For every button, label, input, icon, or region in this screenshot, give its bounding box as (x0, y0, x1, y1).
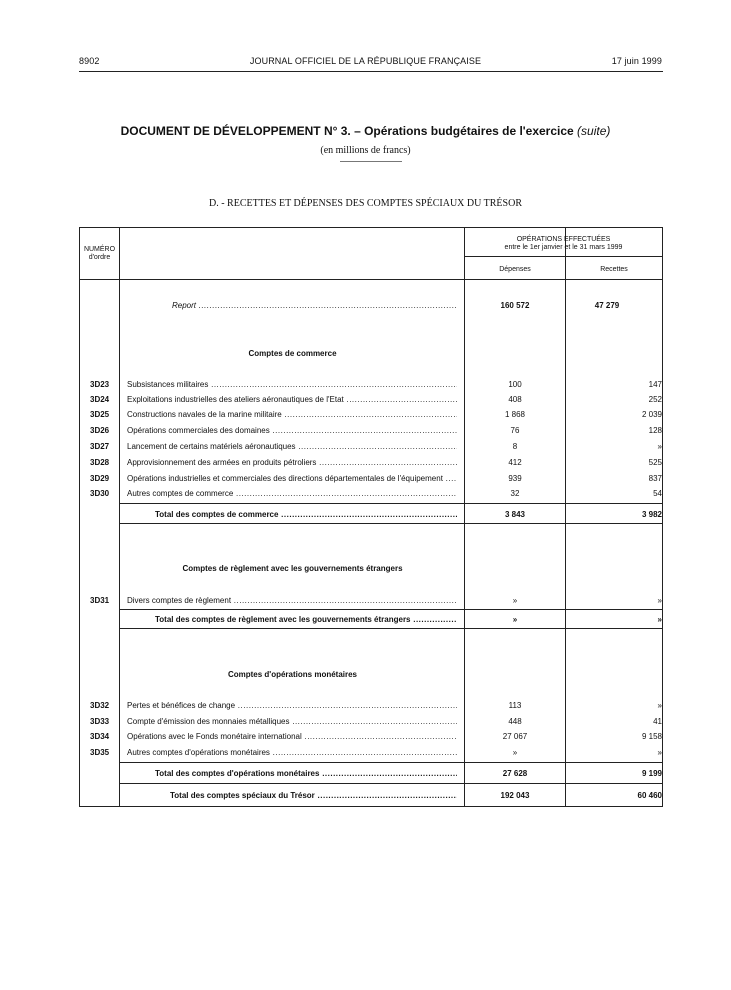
value-recettes: 2 039 (641, 410, 662, 419)
value-depenses: 27 628 (502, 769, 528, 778)
value-depenses: 192 043 (500, 791, 530, 800)
value-depenses: » (512, 748, 518, 757)
header-subrule (464, 256, 662, 257)
value-depenses: 113 (508, 701, 522, 710)
row-label: Opérations industrielles et commerciales des directions départementales de l'équipement ..... (127, 473, 457, 485)
section-heading-commerce: Comptes de commerce (248, 349, 337, 358)
page-number: 8902 (79, 56, 100, 66)
value-recettes: 147 (648, 380, 662, 389)
row-label: Constructions navales de la marine militaire ..... (127, 409, 457, 421)
value-recettes: 525 (648, 458, 662, 467)
value-recettes: 128 (648, 426, 662, 435)
row-code: 3D35 (90, 748, 110, 757)
table-row (80, 747, 662, 759)
total-rule (120, 523, 662, 524)
col-header-depenses: Dépenses (499, 266, 531, 273)
value-depenses: 32 (510, 489, 520, 498)
value-recettes: 252 (648, 395, 662, 404)
value-depenses: 939 (508, 474, 522, 483)
row-label: Opérations avec le Fonds monétaire international ..... (127, 731, 457, 743)
value-depenses: 3 843 (504, 510, 526, 519)
value-depenses: » (512, 615, 518, 624)
budget-table (79, 227, 663, 807)
publication-date: 17 juin 1999 (611, 56, 662, 66)
table-row (80, 409, 662, 421)
section-heading-monetaires: Comptes d'opérations monétaires (227, 670, 358, 679)
row-code: 3D28 (90, 458, 110, 467)
header-rule (79, 71, 663, 72)
table-row (80, 394, 662, 406)
subtitle-rule (340, 161, 402, 162)
value-recettes: 837 (648, 474, 662, 483)
value-recettes: 54 (653, 489, 662, 498)
title-suffix: (suite) (577, 124, 611, 138)
value-depenses: 448 (508, 717, 522, 726)
total-row-monetaires (80, 768, 662, 780)
value-recettes: » (657, 701, 662, 710)
row-label: Total des comptes de règlement avec les gouvernements étrangers ..... (155, 614, 457, 626)
value-depenses: 27 067 (502, 732, 528, 741)
table-row (80, 716, 662, 728)
value-depenses: 408 (508, 395, 522, 404)
document-title: DOCUMENT DE DÉVELOPPEMENT N° 3. – Opérations budgétaires de l'exercice (suite) (120, 124, 611, 138)
table-row (80, 379, 662, 391)
row-code: 3D24 (90, 395, 110, 404)
row-code: 3D30 (90, 489, 110, 498)
value-depenses: 412 (508, 458, 522, 467)
value-recettes: » (657, 442, 662, 451)
value-recettes: » (657, 615, 662, 624)
total-row-commerce (80, 509, 662, 521)
section-heading-reglement: Comptes de règlement avec les gouvernements étrangers (182, 564, 403, 573)
table-row (80, 731, 662, 743)
row-label: Subsistances militaires ..... (127, 379, 457, 391)
total-rule (120, 628, 662, 629)
row-label: Opérations commerciales des domaines ..... (127, 425, 457, 437)
document-subtitle: (en millions de francs) (320, 145, 411, 156)
row-code: 3D27 (90, 442, 110, 451)
value-recettes: 47 279 (594, 301, 620, 310)
value-recettes: 41 (653, 717, 662, 726)
row-code: 3D31 (90, 596, 110, 605)
row-code: 3D29 (90, 474, 110, 483)
row-code: 3D25 (90, 410, 110, 419)
row-label: Autres comptes d'opérations monétaires ..... (127, 747, 457, 759)
row-code: 3D23 (90, 380, 110, 389)
table-row (80, 700, 662, 712)
value-depenses: 8 (512, 442, 518, 451)
table-row (80, 457, 662, 469)
grand-total-row (80, 790, 662, 802)
table-row (80, 595, 662, 607)
section-title: D. - RECETTES ET DÉPENSES DES COMPTES SPÉCIAUX DU TRÉSOR (209, 198, 522, 209)
row-code: 3D32 (90, 701, 110, 710)
total-rule (120, 783, 662, 784)
row-code: 3D26 (90, 426, 110, 435)
table-row (80, 473, 662, 485)
row-code: 3D33 (90, 717, 110, 726)
value-recettes: » (657, 596, 662, 605)
value-recettes: 3 982 (641, 510, 662, 519)
journal-title: JOURNAL OFFICIEL DE LA RÉPUBLIQUE FRANÇAISE (249, 56, 482, 66)
row-label: Approvisionnement des armées en produits pétroliers ..... (127, 457, 457, 469)
subtotal-rule (120, 609, 662, 610)
col-header-numero: NUMÉRO d'ordre (83, 246, 116, 261)
row-label: Divers comptes de règlement ..... (127, 595, 457, 607)
value-recettes: » (657, 748, 662, 757)
row-label: Autres comptes de commerce ..... (127, 488, 457, 500)
table-row (80, 441, 662, 453)
row-label: Lancement de certains matériels aéronautiques ..... (127, 441, 457, 453)
row-label: Pertes et bénéfices de change ..... (127, 700, 457, 712)
value-recettes: 60 460 (637, 791, 662, 800)
row-label: Exploitations industrielles des ateliers aéronautiques de l'Etat ..... (127, 394, 457, 406)
row-label: Total des comptes spéciaux du Trésor ..... (170, 790, 457, 802)
subtotal-rule (120, 762, 662, 763)
value-recettes: 9 199 (641, 769, 662, 778)
row-label: Report ..... (172, 300, 457, 312)
value-depenses: 100 (508, 380, 522, 389)
col-header-operations: OPÉRATIONS EFFECTUÉES entre le 1er janvier et le 31 mars 1999 (504, 236, 623, 251)
value-depenses: 76 (510, 426, 520, 435)
table-row (80, 488, 662, 500)
row-label: Compte d'émission des monnaies métalliques ..... (127, 716, 457, 728)
row-label: Total des comptes de commerce ..... (155, 509, 457, 521)
value-recettes: 9 158 (641, 732, 662, 741)
report-row (80, 300, 662, 312)
row-label: Total des comptes d'opérations monétaires ..... (155, 768, 457, 780)
value-depenses: 1 868 (504, 410, 526, 419)
subtotal-rule (120, 503, 662, 504)
table-row (80, 425, 662, 437)
row-code: 3D34 (90, 732, 110, 741)
header-bottom-rule (80, 279, 662, 280)
value-depenses: » (512, 596, 518, 605)
col-header-recettes: Recettes (600, 266, 628, 273)
total-row-reglement (80, 614, 662, 626)
value-depenses: 160 572 (500, 301, 530, 310)
